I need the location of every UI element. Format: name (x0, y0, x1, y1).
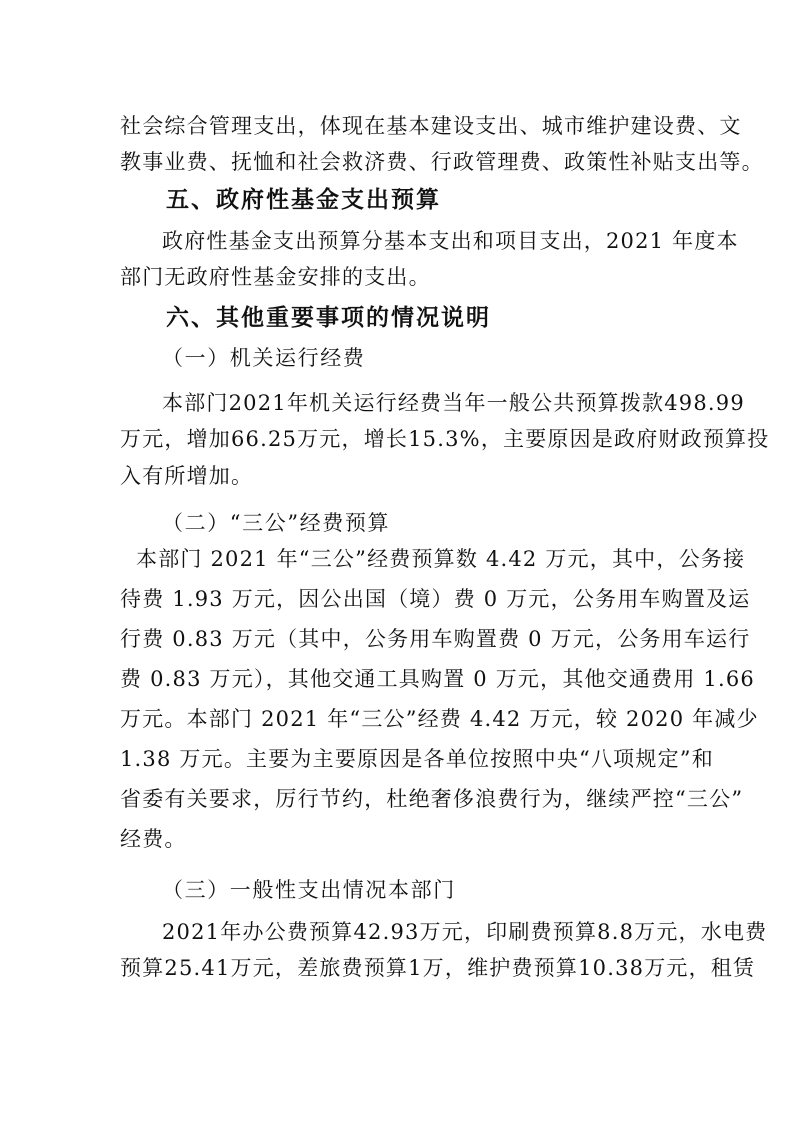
sub-2-line-2: 待费 1.93 万元，因公出国（境）费 0 万元，公务用车购置及运 (120, 587, 751, 611)
sub-2-line-4: 费 0.83 万元），其他交通工具购置 0 万元，其他交通费用 1.66 (120, 667, 755, 691)
sub-2-line-1: 本部门 2021 年“三公”经费预算数 4.42 万元，其中，公务接 (136, 547, 746, 571)
sub-1-line-3: 入有所增加。 (120, 464, 254, 488)
sub-1-line-2: 万元，增加66.25万元，增长15.3%，主要原因是政府财政预算投 (120, 427, 770, 451)
section-5-line-2: 部门无政府性基金安排的支出。 (120, 265, 431, 289)
section-5-line-1: 政府性基金支出预算分基本支出和项目支出，2021 年度本 (162, 229, 739, 253)
sub-2-line-8: 经费。 (120, 827, 187, 851)
sub-2-line-7: 省委有关要求，厉行节约，杜绝奢侈浪费行为，继续严控“三公” (120, 787, 744, 811)
paragraph-1-line-1: 社会综合管理支出，体现在基本建设支出、城市维护建设费、文 (120, 114, 742, 138)
sub-2-title: （二）“三公”经费预算 (162, 511, 391, 535)
sub-3-title: （三）一般性支出情况本部门 (162, 878, 456, 902)
sub-1-title: （一）机关运行经费 (162, 346, 366, 370)
sub-1-line-1: 本部门2021年机关运行经费当年一般公共预算拨款498.99 (162, 391, 745, 415)
sub-2-line-6: 1.38 万元。主要为主要原因是各单位按照中央“八项规定”和 (120, 747, 714, 771)
sub-3-line-2: 预算25.41万元，差旅费预算1万，维护费预算10.38万元，租赁 (120, 956, 756, 980)
sub-3-line-1: 2021年办公费预算42.93万元，印刷费预算8.8万元，水电费 (162, 920, 768, 944)
section-5-heading: 五、政府性基金支出预算 (166, 187, 441, 213)
sub-2-line-3: 行费 0.83 万元（其中，公务用车购置费 0 万元，公务用车运行 (120, 627, 751, 651)
section-6-heading: 六、其他重要事项的情况说明 (166, 305, 491, 331)
sub-2-line-5: 万元。本部门 2021 年“三公”经费 4.42 万元，较 2020 年减少 (120, 707, 759, 731)
paragraph-1-line-2: 教事业费、抚恤和社会救济费、行政管理费、政策性补贴支出等。 (120, 150, 764, 174)
